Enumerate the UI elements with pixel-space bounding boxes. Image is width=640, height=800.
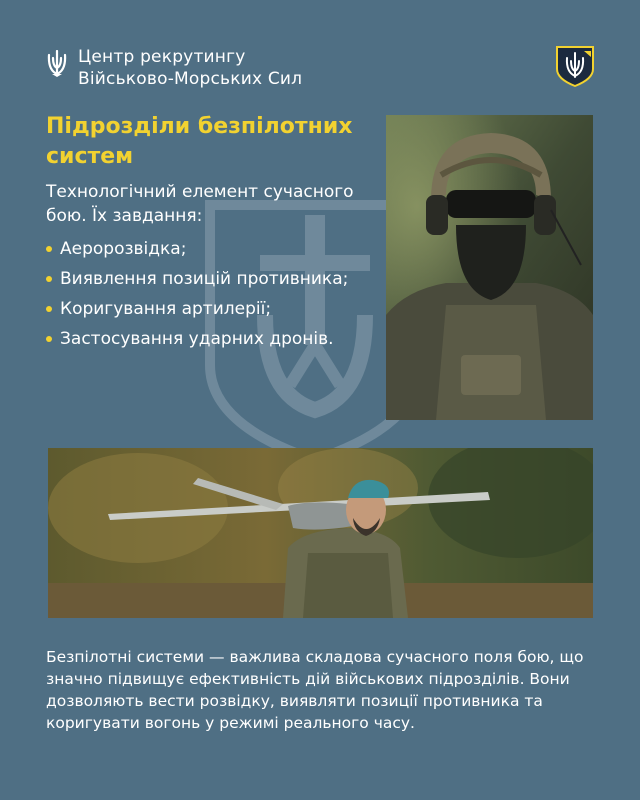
trident-icon <box>46 50 68 78</box>
page-title: Підрозділи безпілотних систем <box>46 114 353 169</box>
org-name-line2: Військово-Морських Сил <box>78 69 303 89</box>
soldier-portrait-photo <box>386 115 593 420</box>
bullet-dot-icon <box>46 306 52 312</box>
header <box>46 46 302 90</box>
list-item <box>46 238 376 260</box>
list-item <box>46 298 376 320</box>
list-item <box>46 328 376 350</box>
task-label: Застосування ударних дронів. <box>60 329 334 349</box>
task-label: Аеророзвідка; <box>60 239 187 259</box>
body-paragraph: Безпілотні системи — важлива складова сучасного поля бою, що значно підвищує ефективність дій військових підрозділів. Вони дозволяють вести розвідку, виявляти позиції противника та коригувати вогонь у режимі реального часу. <box>46 648 584 732</box>
task-label: Виявлення позицій противника; <box>60 269 349 289</box>
list-item <box>46 268 376 290</box>
bullet-dot-icon <box>46 336 52 342</box>
bullet-dot-icon <box>46 276 52 282</box>
bullet-dot-icon <box>46 246 52 252</box>
task-list <box>46 238 376 358</box>
navy-shield-icon <box>554 45 596 87</box>
soldier-with-drone-photo <box>48 448 593 618</box>
org-name <box>78 46 302 90</box>
intro-text: Технологічний елемент сучасного бою. Їх завдання: <box>46 182 354 226</box>
task-label: Коригування артилерії; <box>60 299 272 319</box>
org-name-line1: Центр рекрутингу <box>78 47 246 67</box>
